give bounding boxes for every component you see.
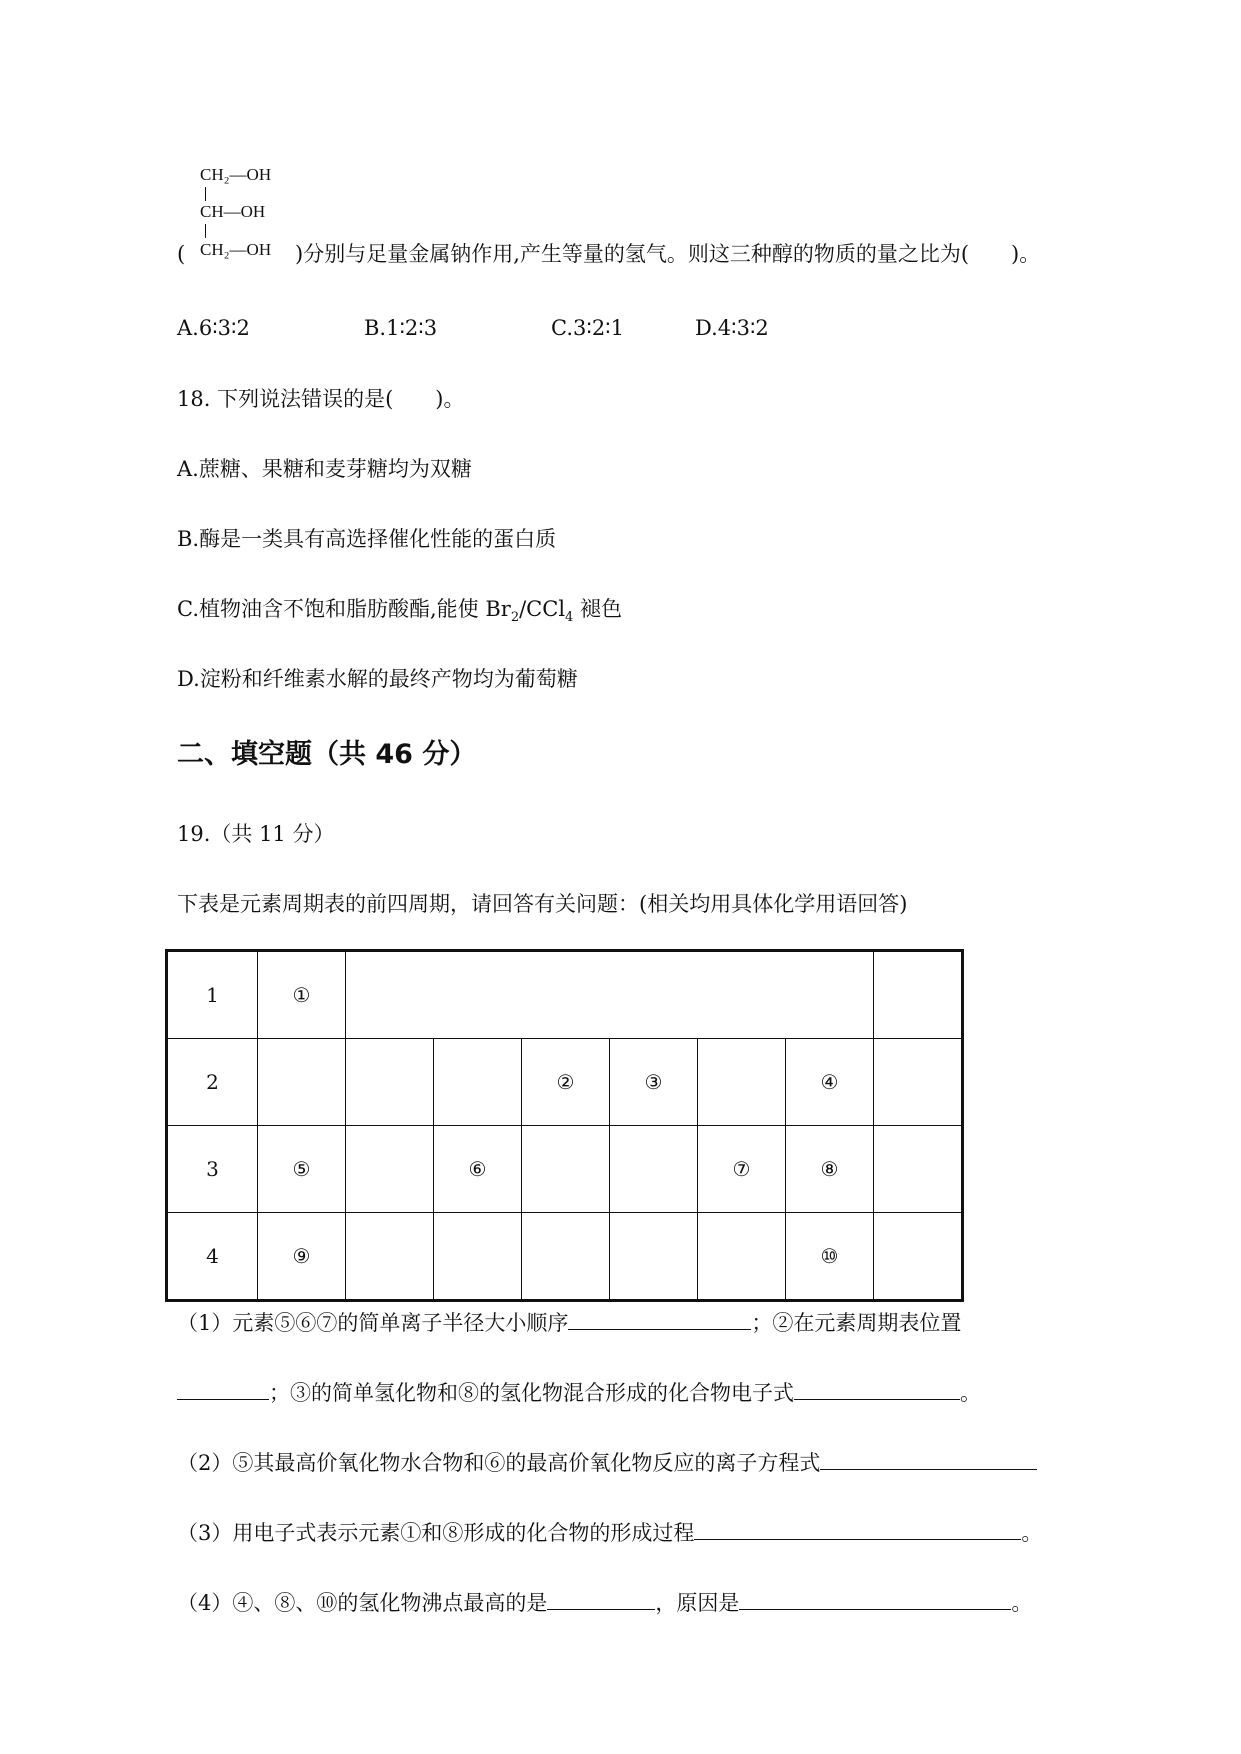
q18-c-text: C.植物油含不饱和脂肪酸酯,能使 Br [177, 597, 511, 621]
table-cell: ① [258, 952, 346, 1039]
glycerol-line-1: CH₂—OH [200, 165, 272, 184]
q19-intro: 下表是元素周期表的前四周期，请回答有关问题：(相关均用具体化学用语回答) [177, 892, 908, 916]
q17-option-c: C.3∶2∶1 [551, 316, 625, 340]
table-cell: ③ [610, 1039, 698, 1126]
q18-option-c [177, 595, 623, 626]
answer-blank-highest-bp[interactable] [547, 1589, 655, 1610]
period-cell: 2 [168, 1039, 258, 1126]
table-cell [346, 1213, 434, 1300]
table-cell: ④ [786, 1039, 874, 1126]
table-cell [698, 1213, 786, 1300]
q19-p1-text-a: （1）元素⑤⑥⑦的简单离子半径大小顺序 [177, 1311, 569, 1335]
answer-blank-ionic-equation[interactable] [820, 1449, 1037, 1470]
table-row [168, 952, 962, 1039]
q18-option-d: D.淀粉和纤维素水解的最终产物均为葡萄糖 [177, 667, 578, 691]
table-cell [522, 1213, 610, 1300]
answer-blank-position[interactable] [177, 1379, 269, 1400]
q17-option-d: D.4∶3∶2 [695, 316, 769, 340]
table-cell: ⑨ [258, 1213, 346, 1300]
table-cell [522, 1126, 610, 1213]
table-cell [874, 1213, 962, 1300]
table-cell [610, 1126, 698, 1213]
q19-part-2 [177, 1449, 1037, 1477]
table-row [168, 1213, 962, 1300]
q19-p4-text-a: （4）④、⑧、⑩的氢化物沸点最高的是 [177, 1591, 548, 1615]
glycerol-line-3: CH₂—OH [200, 240, 272, 259]
table-cell [874, 1126, 962, 1213]
q18-c-sub-2: 4 [565, 610, 574, 626]
glycerol-bond-1 [205, 187, 206, 201]
q18-c-sub-1: 2 [510, 610, 520, 626]
q17-option-b: B.1∶2∶3 [364, 316, 438, 340]
table-cell [434, 1039, 522, 1126]
period-cell: 3 [168, 1126, 258, 1213]
table-cell [610, 1213, 698, 1300]
q19-part-3 [177, 1519, 1042, 1547]
table-gap-cell [346, 952, 874, 1039]
table-cell [698, 1039, 786, 1126]
table-row [168, 1039, 962, 1126]
answer-blank-reason[interactable] [739, 1589, 1011, 1610]
q19-label: 19.（共 11 分） [177, 822, 335, 846]
q19-part-4 [177, 1589, 1032, 1617]
table-cell [874, 1039, 962, 1126]
table-cell: ⑩ [786, 1213, 874, 1300]
table-cell [874, 952, 962, 1039]
q18-c-mid: /CCl [519, 597, 566, 621]
period-cell: 1 [168, 952, 258, 1039]
answer-blank-electron-formula[interactable] [794, 1379, 960, 1400]
glycerol-bond-2 [205, 224, 206, 238]
q17-open-paren: ( [177, 242, 186, 266]
q19-p3-text-a: （3）用电子式表示元素①和⑧形成的化合物的形成过程 [177, 1521, 695, 1545]
q19-p4-text-b: ，原因是 [655, 1591, 740, 1615]
q18-stem: 18. 下列说法错误的是( )。 [177, 387, 465, 411]
table-cell: ⑥ [434, 1126, 522, 1213]
q19-p3-text-b: 。 [1021, 1521, 1043, 1545]
q17-stem: )分别与足量金属钠作用,产生等量的氢气。则这三种醇的物质的量之比为( )。 [295, 242, 1041, 266]
table-cell: ② [522, 1039, 610, 1126]
glycerol-line-2: CH—OH [200, 202, 266, 221]
q19-p2-text: （2）⑤其最高价氧化物水合物和⑥的最高价氧化物反应的离子方程式 [177, 1451, 821, 1475]
q19-p1-text-d: 。 [960, 1381, 981, 1405]
periodic-table [167, 951, 962, 1300]
answer-blank-formation-process[interactable] [694, 1519, 1021, 1540]
table-cell [346, 1039, 434, 1126]
q18-option-a: A.蔗糖、果糖和麦芽糖均为双糖 [177, 457, 472, 481]
q19-part-1-line-2 [177, 1379, 981, 1407]
q19-p1-text-c: ；③的简单氢化物和⑧的氢化物混合形成的化合物电子式 [269, 1381, 794, 1405]
period-cell: 4 [168, 1213, 258, 1300]
table-cell [346, 1126, 434, 1213]
table-cell [258, 1039, 346, 1126]
q18-c-post: 褪色 [573, 597, 623, 621]
q18-option-b: B.酶是一类具有高选择催化性能的蛋白质 [177, 527, 557, 551]
section-heading: 二、填空题（共 46 分） [177, 739, 477, 770]
table-cell: ⑧ [786, 1126, 874, 1213]
q19-p4-text-c: 。 [1011, 1591, 1033, 1615]
table-row [168, 1126, 962, 1213]
table-cell [434, 1213, 522, 1300]
q19-part-1-line-1 [177, 1309, 961, 1337]
table-cell: ⑤ [258, 1126, 346, 1213]
q17-option-a: A.6∶3∶2 [177, 316, 250, 340]
answer-blank-ion-radius[interactable] [568, 1309, 751, 1330]
q19-p1-text-b: ；②在元素周期表位置 [751, 1311, 962, 1335]
table-cell: ⑦ [698, 1126, 786, 1213]
